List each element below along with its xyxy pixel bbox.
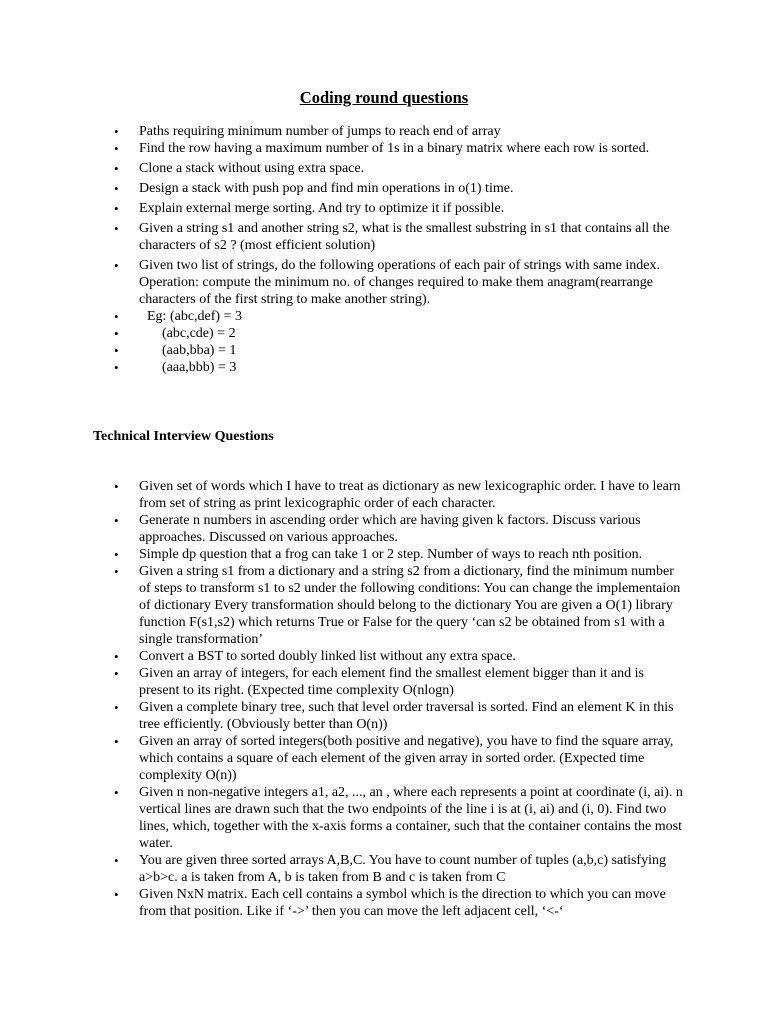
list-item (0, 886, 684, 920)
list-item (0, 512, 684, 546)
coding-questions-list (0, 123, 768, 376)
bullet-icon: • (114, 666, 119, 681)
list-item-text: Paths requiring minimum number of jumps to reach end of array (139, 124, 501, 139)
section-heading: Technical Interview Questions (93, 429, 274, 444)
list-item-text: (abc,cde) = 2 (162, 326, 236, 341)
list-item-text: Clone a stack without using extra space. (139, 161, 365, 176)
bullet-icon: • (114, 513, 119, 528)
list-item (0, 342, 684, 359)
bullet-icon: • (114, 887, 119, 902)
list-item (0, 180, 684, 197)
document-title: Coding round questions (299, 88, 469, 107)
list-item-text: Given a complete binary tree, such that level order traversal is sorted. Find an element K in this tree efficiently. (Obviously better than O(n)) (139, 700, 674, 732)
list-item-text: Convert a BST to sorted doubly linked list without any extra space. (139, 649, 516, 664)
list-item (0, 325, 684, 342)
list-item-text: (aab,bba) = 1 (162, 343, 237, 358)
bullet-icon: • (114, 181, 119, 196)
list-item-text: Given n non-negative integers a1, a2, ..., an , where each represents a point at coordinate (i, ai). n vertical lines are drawn such that the two endpoints of the line i is at (i, ai) and (i, 0). Find two lines, which, together with the x-axis forms a container, such that the container contains the most water. (139, 785, 683, 851)
bullet-icon: • (114, 309, 119, 324)
bullet-icon: • (114, 326, 119, 341)
list-item (0, 648, 684, 665)
list-item (0, 123, 684, 140)
bullet-icon: • (114, 734, 119, 749)
list-item-text: Given a string s1 from a dictionary and a string s2 from a dictionary, find the minimum number of steps to transform s1 to s2 under the following conditions: You can change the implementaion of dictionary Every transformation should belong to the dictionary You are given a O(1) library function F(s1,s2) which returns True or False for the query ‘can s2 be obtained from s1 with a single transformation’ (139, 564, 681, 647)
list-item-text: Eg: (abc,def) = 3 (147, 309, 242, 324)
bullet-icon: • (114, 360, 119, 375)
list-item-text: Find the row having a maximum number of 1s in a binary matrix where each row is sorted. (139, 141, 650, 156)
list-item-text: You are given three sorted arrays A,B,C. You have to count number of tuples (a,b,c) satisfying a>b>c. a is taken from A, b is taken from B and c is taken from C (139, 853, 666, 885)
bullet-icon: • (114, 201, 119, 216)
list-item (0, 257, 684, 308)
list-item-text: Given set of words which I have to treat as dictionary as new lexicographic order. I have to learn from set of string as print lexicographic order of each character. (139, 479, 681, 511)
list-item (0, 546, 684, 563)
bullet-icon: • (114, 343, 119, 358)
bullet-icon: • (114, 853, 119, 868)
list-item-text: Given an array of sorted integers(both positive and negative), you have to find the square array, which contains a square of each element of the given array in sorted order. (Expected time complexity O(n)) (139, 734, 674, 783)
bullet-icon: • (114, 564, 119, 579)
bullet-icon: • (114, 547, 119, 562)
bullet-icon: • (114, 700, 119, 715)
list-item-text: Simple dp question that a frog can take 1 or 2 step. Number of ways to reach nth position. (139, 547, 643, 562)
bullet-icon: • (114, 649, 119, 664)
list-item-text: Given NxN matrix. Each cell contains a symbol which is the direction to which you can move from that position. Like if ‘->’ then you can move the left adjacent cell, ‘<-‘ (139, 887, 666, 919)
list-item-text: Given a string s1 and another string s2, what is the smallest substring in s1 that contains all the characters of s2 ? (most efficient solution) (139, 221, 670, 253)
bullet-icon: • (114, 258, 119, 273)
list-item-text: Explain external merge sorting. And try to optimize it if possible. (139, 201, 505, 216)
list-item (0, 359, 684, 376)
list-item (0, 308, 684, 325)
list-item-text: (aaa,bbb) = 3 (162, 360, 237, 375)
list-item (0, 140, 684, 157)
bullet-icon: • (114, 221, 119, 236)
list-item (0, 784, 684, 852)
list-item-text: Given an array of integers, for each element find the smallest element bigger than it and is present to its right. (Expected time complexity O(nlogn) (139, 666, 644, 698)
list-item (0, 733, 684, 784)
list-item-text: Given two list of strings, do the following operations of each pair of strings with same index. Operation: compute the minimum no. of changes required to make them anagram(rearrange characters of the first string to make another string). (139, 258, 661, 307)
bullet-icon: • (114, 124, 119, 139)
bullet-icon: • (114, 161, 119, 176)
list-item (0, 563, 684, 648)
list-item (0, 852, 684, 886)
list-item (0, 478, 684, 512)
technical-questions-list (0, 478, 768, 920)
list-item-text: Generate n numbers in ascending order which are having given k factors. Discuss various approaches. Discussed on various approaches. (139, 513, 641, 545)
list-item (0, 160, 684, 177)
bullet-icon: • (114, 479, 119, 494)
list-item (0, 200, 684, 217)
bullet-icon: • (114, 785, 119, 800)
list-item (0, 699, 684, 733)
list-item (0, 665, 684, 699)
list-item-text: Design a stack with push pop and find min operations in o(1) time. (139, 181, 514, 196)
bullet-icon: • (114, 141, 119, 156)
list-item (0, 220, 684, 254)
